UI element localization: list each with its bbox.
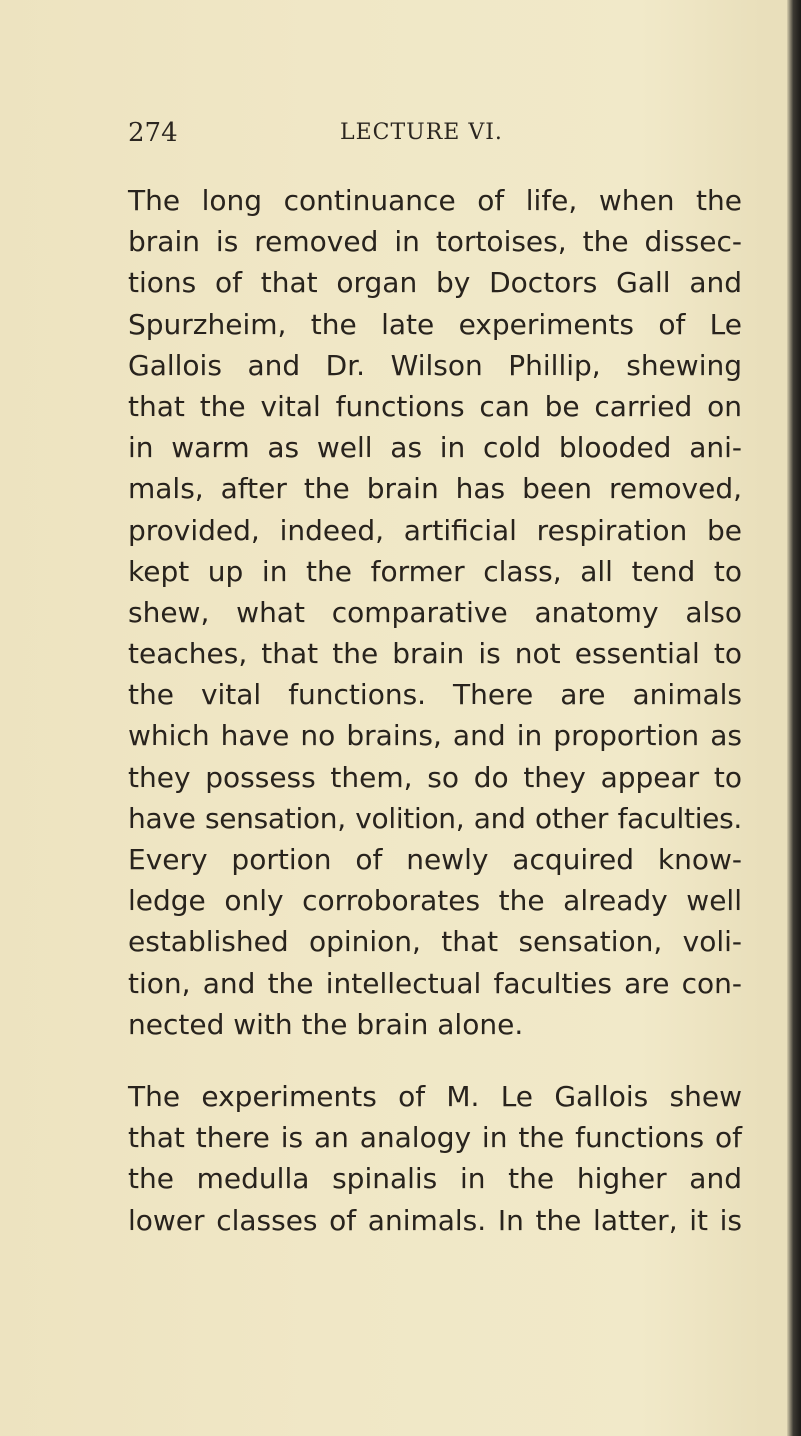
page-number: 274 [128, 118, 178, 148]
text-line: lower classes of animals. In the latter, it is [128, 1203, 742, 1237]
text-line: in warm as well as in cold blooded ani- [128, 431, 742, 465]
text-line: the medulla spinalis in the higher and [128, 1162, 742, 1196]
text-line: Spurzheim, the late experiments of Le [128, 307, 742, 341]
text-line: tions of that organ by Doctors Gall and [128, 266, 742, 300]
running-head-title: LECTURE VI. [340, 120, 503, 145]
text-line: have sensation, volition, and other faculties. [128, 801, 742, 835]
text-line: tion, and the intellectual faculties are con- [128, 966, 742, 1000]
text-line: Every portion of newly acquired know- [128, 843, 742, 876]
text-line: The long continuance of life, when the [128, 184, 742, 217]
text-line: nected with the brain alone. [128, 1007, 524, 1041]
text-line: they possess them, so do they appear to [128, 760, 742, 794]
text-line: ledge only corroborates the already well [128, 884, 742, 918]
text-line: shew, what comparative anatomy also [128, 595, 742, 629]
text-line: the vital functions. There are animals [128, 678, 742, 712]
text-line: which have no brains, and in proportion as [128, 719, 742, 753]
text-line: teaches, that the brain is not essential to [128, 637, 742, 671]
text-line: Gallois and Dr. Wilson Phillip, shewing [128, 348, 742, 382]
running-head [0, 118, 801, 158]
page-edge [787, 0, 801, 1436]
paragraph-2 [128, 1076, 742, 1241]
text-line: mals, after the brain has been removed, [128, 472, 742, 506]
text-line: that there is an analogy in the functions of [128, 1121, 742, 1155]
paragraph-1 [128, 180, 742, 1045]
text-line: kept up in the former class, all tend to [128, 554, 742, 588]
text-line: established opinion, that sensation, voli- [128, 925, 742, 959]
text-line: that the vital functions can be carried on [128, 389, 742, 423]
text-line: provided, indeed, artificial respiration be [128, 513, 742, 547]
text-line: The experiments of M. Le Gallois shew [128, 1080, 742, 1113]
text-line: brain is removed in tortoises, the dissec- [128, 225, 742, 259]
